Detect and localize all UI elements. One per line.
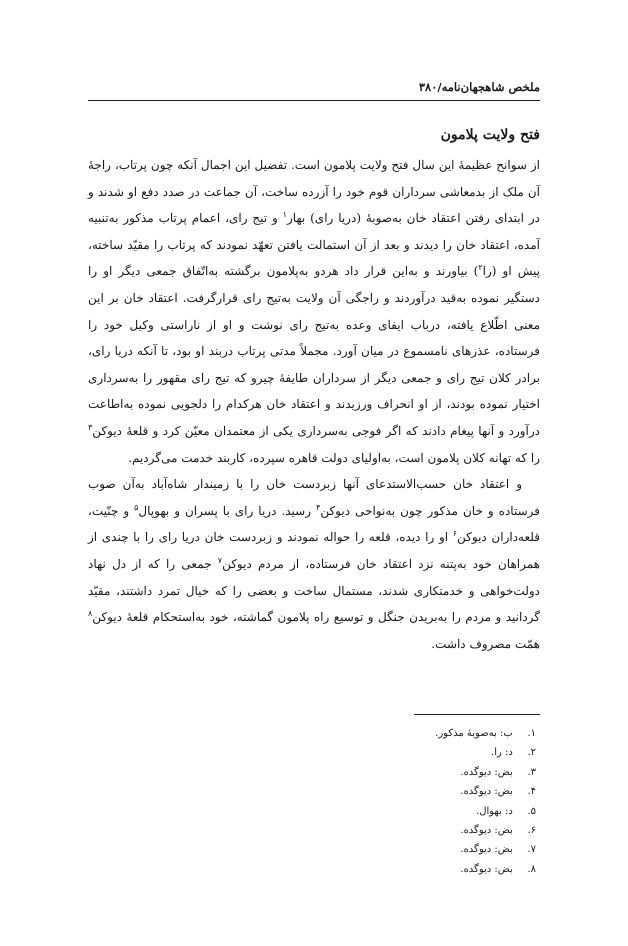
text-run: جمعی را که از دل نهاد دولت‌خواهی و خدمتکاری شدند، مستمال ساخت و بعضی را که خیال تمرد داشتند، مقیّد گردانید و مردم را به‌بریدن جنگل و توسیع راه پلامون گماشته، خود به‌استحکام قلعهٔ دیوکن [88, 556, 540, 625]
body-text [88, 152, 540, 657]
footnote-number: ۵. [527, 805, 536, 817]
footnote-number: ۴. [527, 786, 536, 798]
footnote-item [120, 782, 536, 801]
footnote-number: ۲. [527, 747, 536, 759]
footnote-number: ۷. [527, 844, 536, 856]
footnote-number: ۳. [527, 766, 536, 778]
footnote-rule [414, 714, 540, 715]
text-run: و اعتقاد خان حسب‌الاستدعای آنها زبردست خان را با زمیندار شاه‌آباد به‌آن صوب فرستاده و خان مذکور چون به‌نواحی دیوکن [88, 477, 540, 518]
footnote-text: د: را. [491, 747, 513, 759]
text-run: او را دیده، قلعه را حواله نمودند و زبردست خان دریا رای را با چندی از همراهان خود به‌پتنه نزد اعتقاد خان فرستاده، از مردم دیوکن [88, 530, 540, 571]
paragraph-2 [88, 471, 540, 657]
text-run: همّت مصروف داشت. [431, 636, 540, 651]
text-run: را که تهانه کلان پلامون است، به‌اولیای دولت قاهره سپرده، کاربند خدمت می‌گردیم. [128, 450, 540, 465]
text-run: ) بیاورند و به‌این قرار داد هردو به‌پلامون برگشته به‌اتّفاق جمعی دیگر او را دستگیر نموده به‌قید درآوردند و راجگی آن ولایت به‌تیج رای قرارگرفت. اعتقاد خان بر این معنی اطّلاع یافته، درباب ایفای وعده به‌تیج رای نوشت و او از ناراستی وکیل خود را فرستاده، عذرهای نامسموع در میان آورد. مجملاً مدتی پرتاب دربند او بود، تا آنکه دریا رای، برادر کلان تیج رای و جمعی دیگر از سرداران طایفهٔ چیرو که تیج رای مقهور را به‌سرداری اختیار نموده بودند، از او انحراف ورزیدند و اعتقاد خان هرکدام را دلجویی نموده به‌اطاعت درآورد و آنها پیغام دادند که اگر فوجی به‌سرداری یکی از معتمدان معیّن کرد و قلعهٔ دیوکن [88, 264, 540, 438]
footnote-item [120, 743, 536, 762]
footnote-text: بض: دیوگده. [460, 786, 513, 798]
footnote-text: د: بهوال. [476, 805, 513, 817]
footnote-item [120, 821, 536, 840]
text-run: و تیج رای، اعمام پرتاب مذکور به‌تنبیه آمده، اعتقاد خان را دیدند و بعد از آن استمالت یافتن تعهّد نمودند که پرتاب را مقیّد ساخته، پیش او (را [88, 211, 540, 279]
footnote-ref-7: ۷ [217, 555, 223, 565]
footnote-ref-2: ۲ [478, 263, 483, 273]
text-run: رسید. دریا رای با پسران و بهوپال [138, 503, 317, 518]
footnote-item [120, 802, 536, 821]
footnote-text: بض: دیوگده. [460, 766, 513, 778]
footnote-item [120, 840, 536, 859]
footnotes-list [120, 724, 536, 879]
footnote-text: بض: دیوگده. [460, 844, 513, 856]
footnote-number: ۱. [527, 728, 536, 739]
text-run: از سوانح عظیمهٔ این سال فتح ولایت پلامون است. تفضیل این اجمال آنکه چون پرتاب، راجهٔ آن ملک از بدمعاشی سرداران قوم خود را آزرده ساخت، آن جماعت در صدد دفع او شدند و در ابتدای رفتن اعتقاد خان به‌صوبهٔ (دریا رای) بهار [88, 158, 540, 226]
footnote-item [120, 860, 536, 879]
footnote-ref-4: ۴ [316, 502, 321, 512]
footnote-item [120, 763, 536, 782]
footnote-text: بض: دیوگده. [460, 825, 513, 837]
section-heading: فتح ولایت پلامون [440, 127, 540, 143]
footnote-item [120, 724, 536, 743]
footnote-text: بض: دیوگده. [460, 863, 513, 875]
footnote-ref-3: ۳ [88, 422, 93, 432]
header-rule [88, 100, 540, 101]
footnote-ref-1: ۱ [282, 210, 287, 220]
paragraph-1 [88, 152, 540, 471]
text-run: و چنّیت، قلعه‌داران دیوکن [88, 503, 540, 545]
footnote-ref-8: ۸ [88, 609, 93, 619]
footnote-number: ۶. [527, 825, 536, 837]
footnote-number: ۸. [527, 863, 536, 875]
footnote-text: ب: به‌صوبهٔ مذکور. [435, 728, 513, 739]
footnote-ref-6: ۶ [452, 529, 458, 539]
footnote-ref-5: ۵ [134, 502, 139, 512]
running-head: ملخص شاهجهان‌نامه/۳۸۰ [418, 80, 540, 94]
